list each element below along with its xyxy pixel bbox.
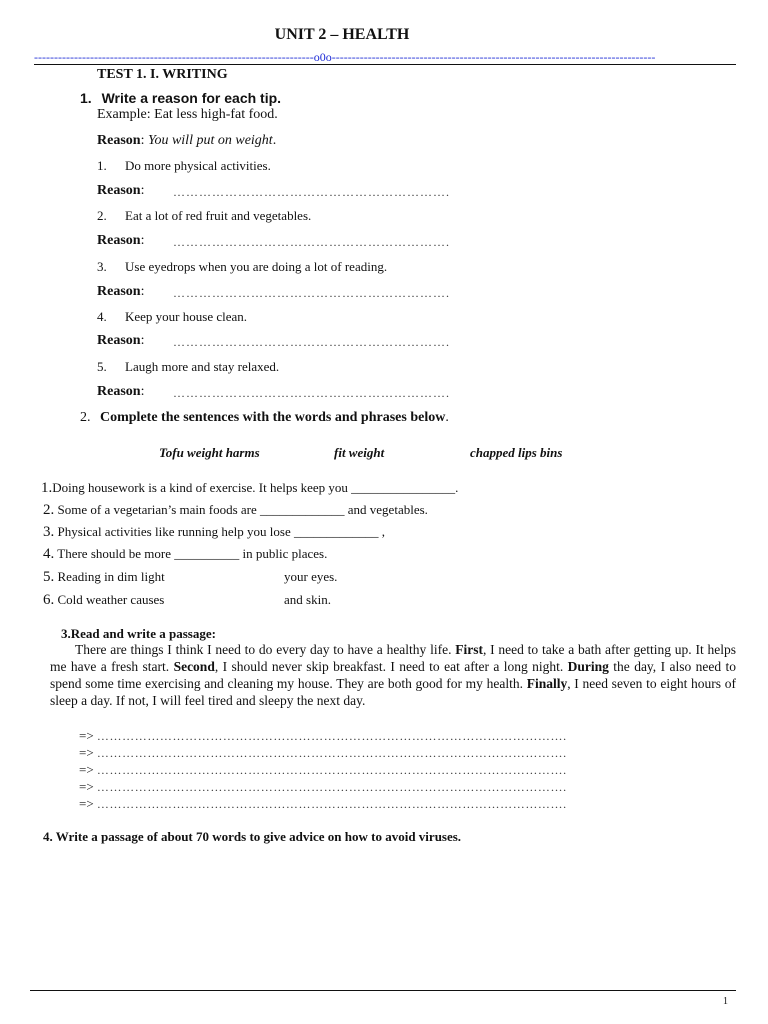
task3-heading: 3.Read and write a passage: [61,626,216,641]
word-box-group-1: Tofu weight harms [159,445,260,460]
page-number: 1 [723,996,728,1007]
task4-heading: 4. Write a passage of about 70 words to give advice on how to avoid viruses. [43,829,462,844]
reason-label: Reason [97,133,141,148]
reason-answer-2[interactable]: ………………………………………………………. [173,235,450,249]
sentence-5-tail: your eyes. [284,569,338,584]
tip-item-5: 5. Laugh more and stay relaxed. [97,359,280,374]
task2-title: Complete the sentences with the words and phrases below [100,410,446,425]
page-title: UNIT 2 – HEALTH [274,26,410,43]
task1-title: Write a reason for each tip. [101,90,282,106]
sentence-3: 3. Physical activities like running help you lose _____________ , [43,524,385,540]
sentence-1: 1.Doing housework is a kind of exercise. It helps keep you ________________. [41,480,459,496]
answer-line-1[interactable]: => …………………………………………………………………………………………………. [79,728,567,743]
sentence-4: 4. There should be more __________ in public places. [43,546,328,562]
example-reason-text: You will put on weight [147,133,273,148]
task2-number: 2. [80,410,91,425]
example-reason-line: Reason: You will put on weight. [97,133,277,148]
footer-rule [30,990,736,991]
tip-item-2: 2. Eat a lot of red fruit and vegetables. [97,208,312,223]
answer-line-4[interactable]: => …………………………………………………………………………………………………. [79,779,567,794]
reason-answer-5[interactable]: ………………………………………………………. [173,386,450,400]
reason-line-1: Reason: ………………………………………………………. [97,183,450,199]
sentence-5: 5. Reading in dim light [43,569,165,585]
header-rule [34,64,736,65]
answer-line-3[interactable]: => …………………………………………………………………………………………………. [79,762,567,777]
answer-line-5[interactable]: => …………………………………………………………………………………………………. [79,796,567,811]
sentence-6-tail: and skin. [284,592,331,607]
task1-example: Example: Eat less high-fat food. [97,107,278,122]
task1-heading [80,90,281,106]
title-divider: ----------------------------------------------------------------------o0o--------------------------------------------------------------------------------- [34,50,656,64]
tip-item-3: 3. Use eyedrops when you are doing a lot of reading. [97,259,388,274]
reason-line-2: Reason: ………………………………………………………. [97,233,450,249]
reason-answer-3[interactable]: ………………………………………………………. [173,286,450,300]
sentence-2: 2. Some of a vegetarian’s main foods are _____________ and vegetables. [43,502,428,518]
answer-line-2[interactable]: => …………………………………………………………………………………………………. [79,745,567,760]
word-box-group-2: fit weight [334,445,385,460]
reason-line-3: Reason: ………………………………………………………. [97,284,450,300]
sentence-6: 6. Cold weather causes [43,592,165,608]
reading-passage: There are things I think I need to do every day to have a healthy life. First, I need to take a bath after getting up. It helps me have a fresh start. Second, I should never skip breakfast. I need to eat after a long night. During the day, I also need to spend some time exercising and cleaning my house. They are both good for my health. Finally, I need seven to eight hours of sleep a day. If not, I will feel tired and sleepy the next day. [50,642,736,708]
task2-heading: 2. Complete the sentences with the words and phrases below. [80,410,449,425]
tip-item-1: 1. Do more physical activities. [97,158,271,173]
tip-item-4: 4. Keep your house clean. [97,309,248,324]
reason-answer-1[interactable]: ………………………………………………………. [173,185,450,199]
reason-line-4: Reason: ………………………………………………………. [97,333,450,349]
reason-line-5: Reason: ………………………………………………………. [97,384,450,400]
test-heading: TEST 1. I. WRITING [97,67,228,82]
word-box-group-3: chapped lips bins [470,445,563,460]
reason-answer-4[interactable]: ………………………………………………………. [173,335,450,349]
task1-number: 1. [80,90,92,106]
